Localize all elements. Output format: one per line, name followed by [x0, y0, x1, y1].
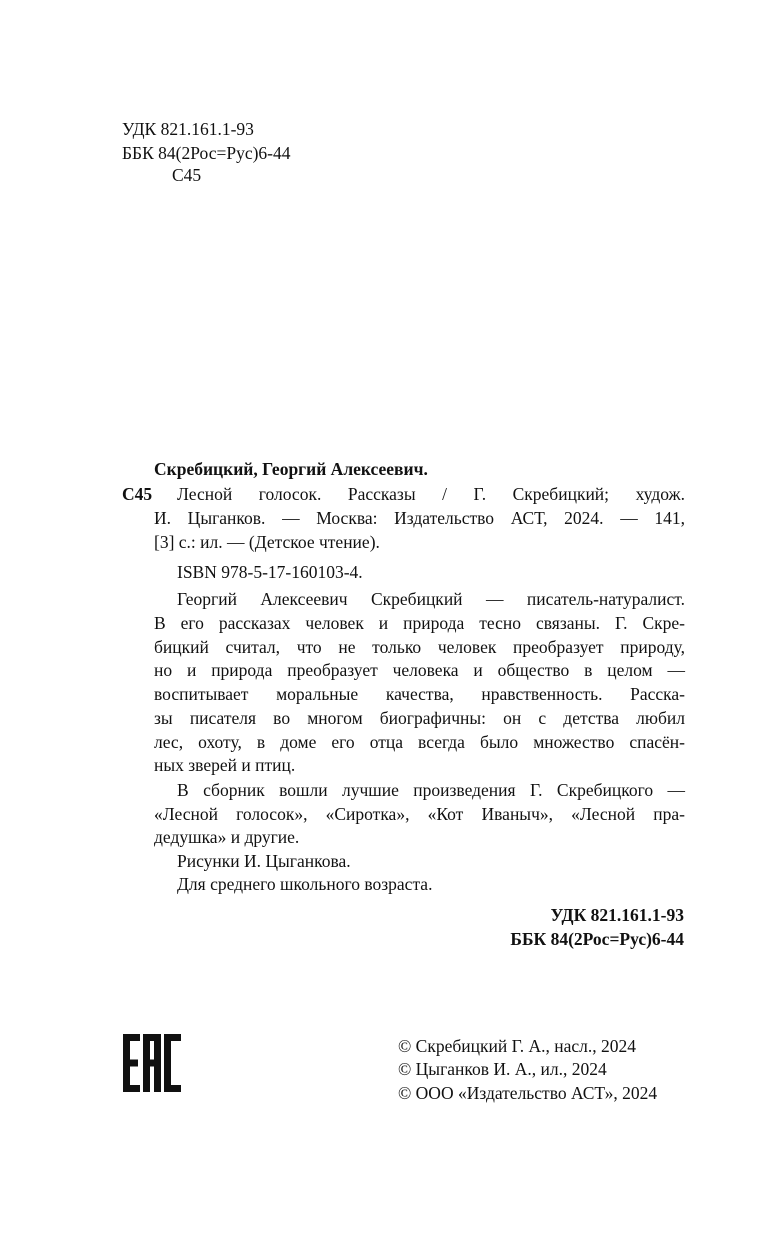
classification-udk: УДК 821.161.1-93 — [550, 905, 684, 925]
annotation-line: дедушка» и другие. — [154, 827, 300, 847]
annotation-line: ных зверей и птиц. — [154, 755, 296, 775]
copyright-line: © Цыганков И. А., ил., 2024 — [398, 1059, 607, 1079]
header-bbk: ББК 84(2Рос=Рус)6-44 — [122, 143, 291, 163]
annotation-line: но и природа преобразует человека и общество в целом — — [154, 660, 685, 680]
annotation-line: В сборник вошли лучшие произведения Г. Скребицкого — — [177, 780, 685, 800]
annotation-line: лес, охоту, в доме его отца всегда было множество спасён- — [154, 732, 685, 752]
annotation-line: бицкий считал, что не только человек преобразует природу, — [154, 637, 685, 657]
bib-line: Лесной голосок. Рассказы / Г. Скребицкий; худож. — [177, 484, 685, 504]
illustrations-credit: Рисунки И. Цыганкова. — [177, 851, 351, 871]
classification-bbk: ББК 84(2Рос=Рус)6-44 — [510, 929, 684, 949]
copyright-line: © ООО «Издательство АСТ», 2024 — [398, 1083, 658, 1103]
header-udk: УДК 821.161.1-93 — [122, 119, 254, 139]
bib-code: С45 — [122, 484, 153, 504]
eac-logo — [122, 1033, 182, 1093]
bib-line: И. Цыганков. — Москва: Издательство АСТ, 2024. — 141, — [154, 508, 685, 528]
annotation-line: Георгий Алексеевич Скребицкий — писатель-натуралист. — [177, 589, 685, 609]
bib-line: [3] с.: ил. — (Детское чтение). — [154, 532, 380, 552]
bib-isbn: ISBN 978-5-17-160103-4. — [177, 562, 363, 582]
age-rating: Для среднего школьного возраста. — [177, 874, 433, 894]
copyright-line: © Скребицкий Г. А., насл., 2024 — [398, 1036, 637, 1056]
annotation-line: В его рассказах человек и природа тесно связаны. Г. Скре- — [154, 613, 685, 633]
bib-author: Скребицкий, Георгий Алексеевич. — [154, 459, 428, 479]
annotation-line: «Лесной голосок», «Сиротка», «Кот Иваныч», «Лесной пра- — [154, 804, 685, 824]
annotation-line: воспитывает моральные качества, нравственность. Расска- — [154, 684, 685, 704]
annotation-line: зы писателя во многом биографичны: он с детства любил — [154, 708, 685, 728]
header-code: С45 — [172, 165, 202, 185]
